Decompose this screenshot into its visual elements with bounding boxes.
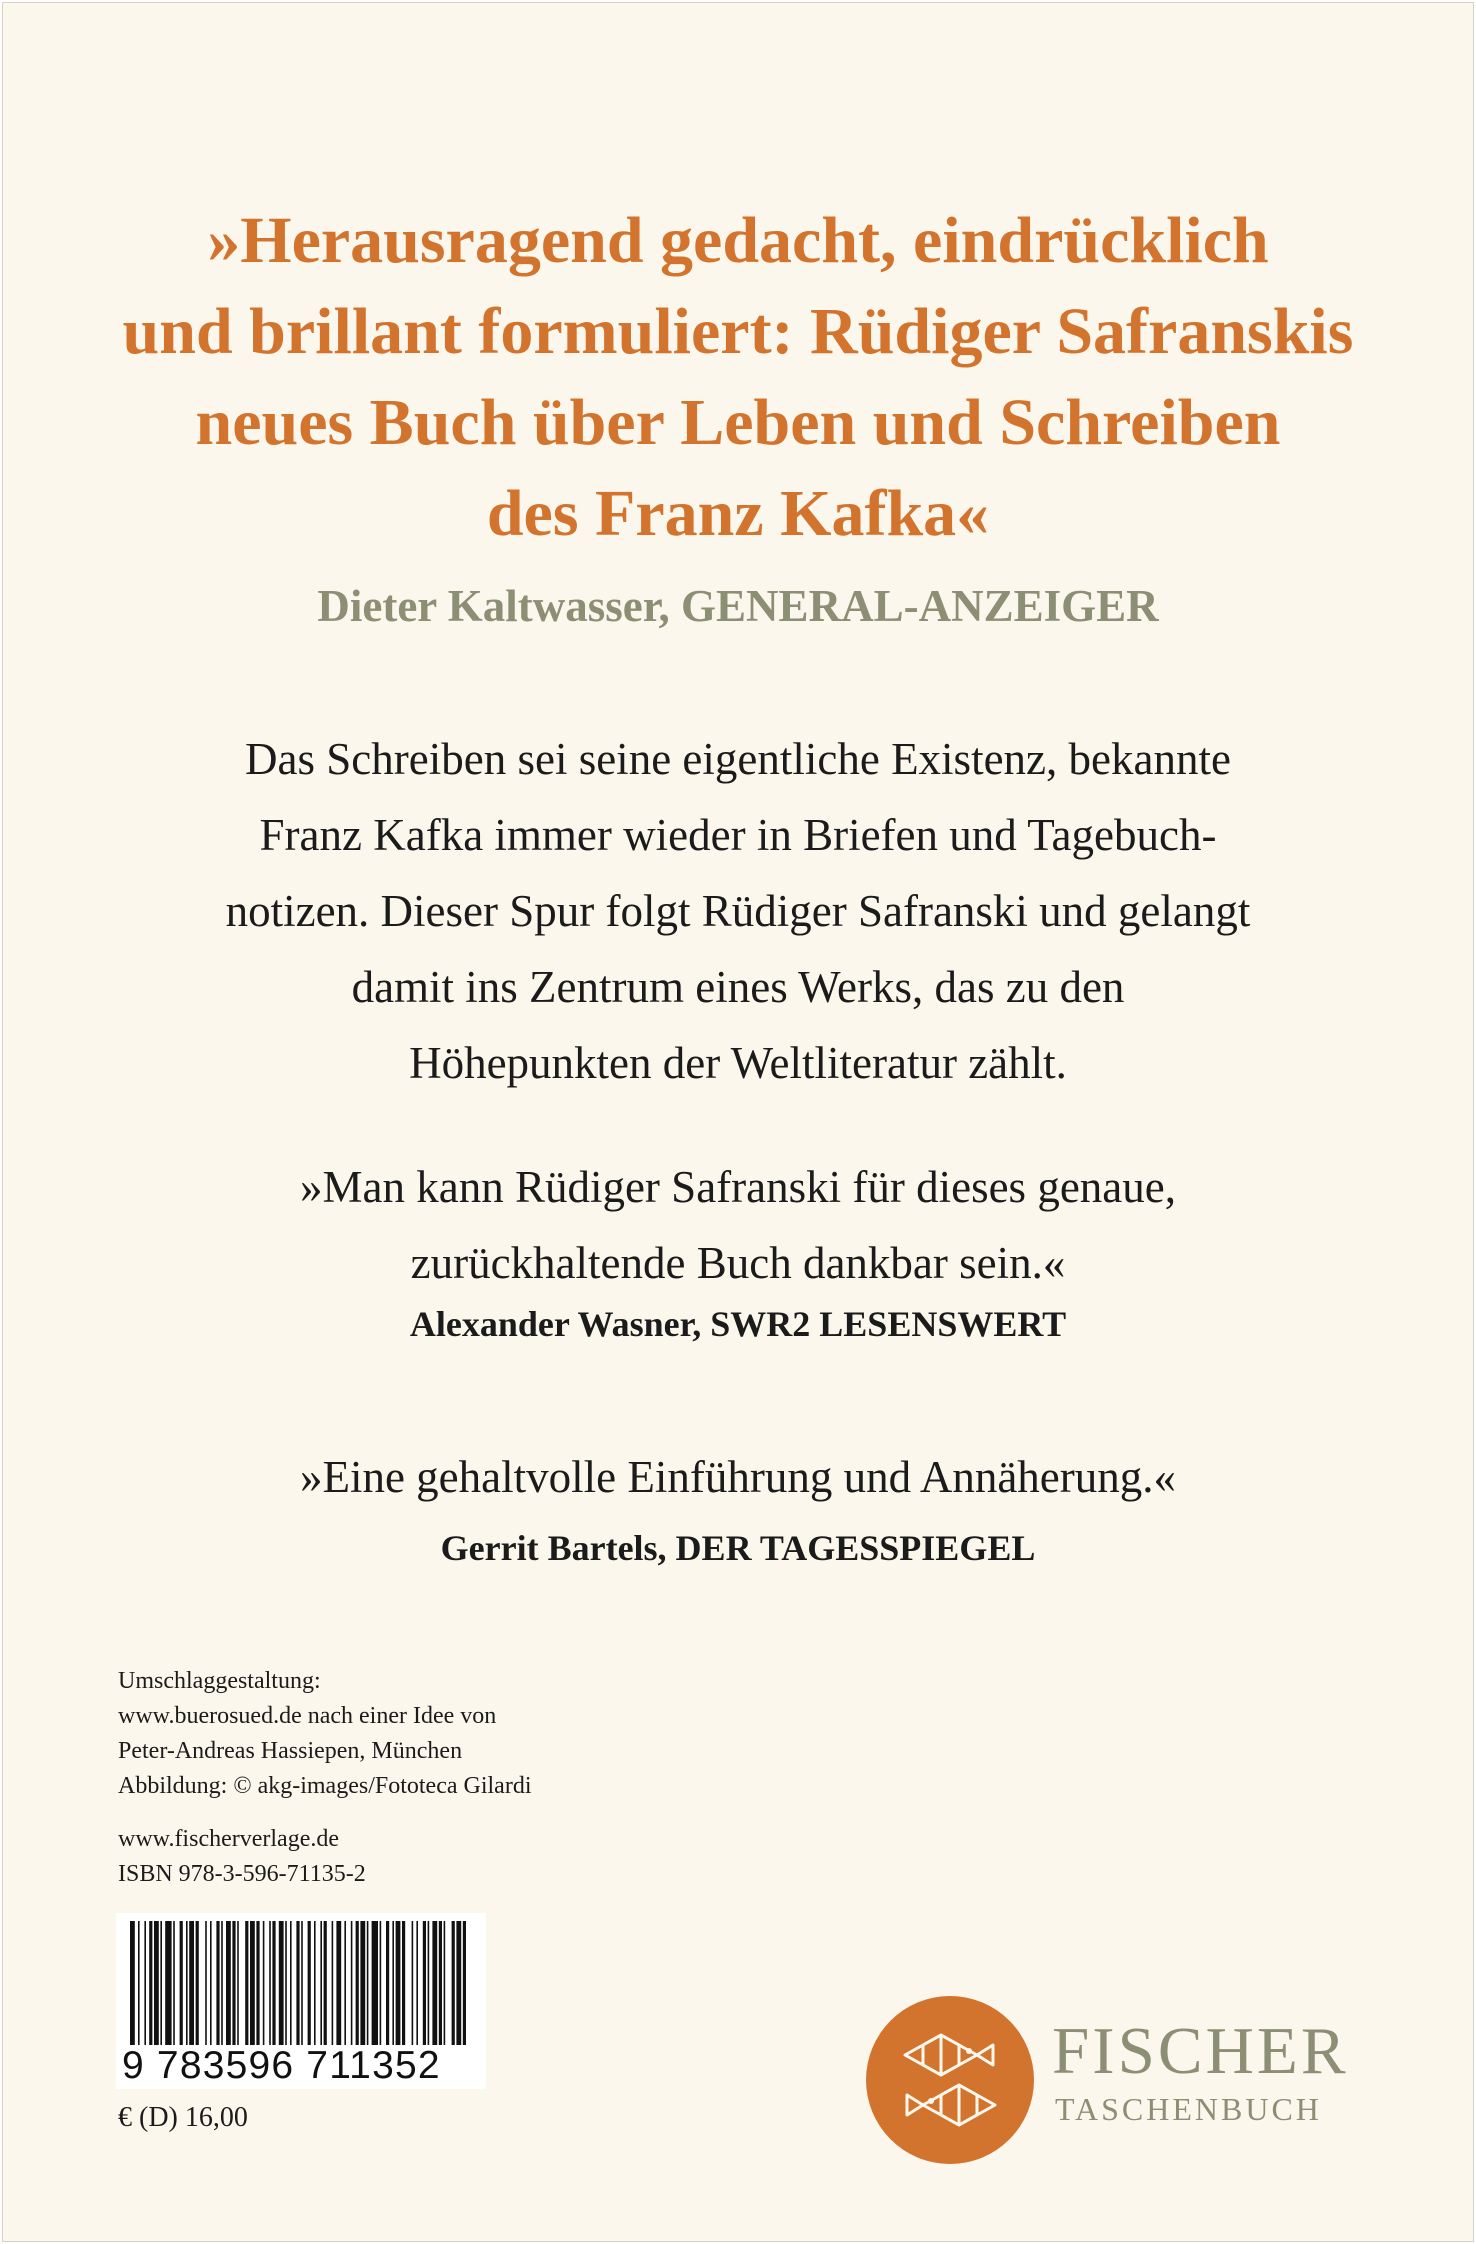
barcode-bar xyxy=(144,1921,146,2045)
credits-line: Abbildung: © akg-images/Fototeca Gilardi xyxy=(118,1773,532,1799)
barcode-bar xyxy=(165,1921,171,2045)
barcode-bar xyxy=(320,1921,322,2045)
barcode-bar xyxy=(130,1921,135,2045)
barcode-bar xyxy=(269,1921,271,2045)
headline-quote-line: des Franz Kafka« xyxy=(486,477,990,550)
headline-quote xyxy=(3,195,1473,559)
barcode-bar xyxy=(186,1921,188,2045)
barcode-bar xyxy=(290,1921,292,2045)
headline-quote-attribution: Dieter Kaltwasser, GENERAL-ANZEIGER xyxy=(317,581,1159,631)
barcode-bar xyxy=(356,1921,359,2045)
barcode-bar xyxy=(149,1921,152,2045)
barcode-bar xyxy=(285,1921,287,2045)
credits-line: www.buerosued.de nach einer Idee von xyxy=(118,1703,497,1729)
barcode-bar xyxy=(392,1921,394,2045)
barcode-bar xyxy=(232,1921,235,2045)
review-quote xyxy=(3,1149,1473,1301)
barcode-bar xyxy=(380,1921,382,2045)
barcode-bar xyxy=(439,1921,442,2045)
logo-wordmark: FISCHER xyxy=(1052,2014,1349,2088)
barcode-bar xyxy=(196,1921,199,2045)
barcode-bar xyxy=(432,1921,437,2045)
barcode-bar xyxy=(216,1921,219,2045)
headline-quote-line: neues Buch über Leben und Schreiben xyxy=(195,386,1281,459)
barcode-bar xyxy=(402,1921,405,2045)
barcode-digits: 9 783596 711352 xyxy=(122,2044,441,2087)
barcode-bar xyxy=(456,1921,461,2045)
blurb-line: notizen. Dieser Spur folgt Rüdiger Safranski und gelangt xyxy=(225,886,1251,936)
barcode-bar xyxy=(336,1921,341,2045)
headline-quote-line: »Herausragend gedacht, eindrücklich xyxy=(207,204,1269,277)
blurb-line: Höhepunkten der Weltliteratur zählt. xyxy=(409,1038,1067,1088)
barcode-bar xyxy=(324,1921,327,2045)
barcode-bar xyxy=(412,1921,414,2045)
barcode-bar xyxy=(351,1921,353,2045)
barcode-bar xyxy=(245,1921,248,2045)
blurb-line: damit ins Zentrum eines Werks, das zu den xyxy=(351,962,1125,1012)
barcode-bar xyxy=(279,1921,284,2045)
barcode-bar xyxy=(396,1921,401,2045)
publisher-website: www.fischerverlage.de xyxy=(118,1826,340,1852)
barcode-bar xyxy=(263,1921,265,2045)
barcode-bar xyxy=(367,1921,369,2045)
barcode-bar xyxy=(250,1921,255,2045)
blurb-line: Franz Kafka immer wieder in Briefen und Tagebuch- xyxy=(259,810,1217,860)
barcode-bar xyxy=(221,1921,223,2045)
barcode-bar xyxy=(428,1921,430,2045)
price: € (D) 16,00 xyxy=(118,2102,248,2133)
barcode-bar xyxy=(463,1921,466,2045)
review-quote-line: »Man kann Rüdiger Safranski für dieses genaue, xyxy=(299,1162,1176,1212)
book-back-cover xyxy=(2,2,1474,2242)
credits-line: Peter-Andreas Hassiepen, München xyxy=(118,1738,463,1764)
review-quote-attribution: Gerrit Bartels, DER TAGESSPIEGEL xyxy=(440,1528,1036,1568)
barcode-bar xyxy=(416,1921,418,2045)
barcode-bar xyxy=(189,1921,194,2045)
barcode-bar xyxy=(301,1921,303,2045)
barcode-bar xyxy=(210,1921,212,2045)
barcode-bar xyxy=(296,1921,299,2045)
barcode-bar xyxy=(205,1921,207,2045)
review-quote-attribution: Alexander Wasner, SWR2 LESENSWERT xyxy=(409,1304,1067,1344)
review-quote-line: »Eine gehaltvolle Einführung und Annäherung.« xyxy=(299,1452,1177,1502)
isbn: ISBN 978-3-596-71135-2 xyxy=(118,1861,366,1887)
barcode-bar xyxy=(452,1921,455,2045)
headline-quote-line: und brillant formuliert: Rüdiger Safranskis xyxy=(122,295,1354,368)
barcode-bar xyxy=(138,1921,140,2045)
blurb-line: Das Schreiben sei seine eigentliche Existenz, bekannte xyxy=(245,734,1231,784)
credits-line: Umschlaggestaltung: xyxy=(118,1668,321,1694)
review-quote-line: zurückhaltende Buch dankbar sein.« xyxy=(410,1238,1066,1288)
logo-subline: TASCHENBUCH xyxy=(1055,2091,1322,2127)
barcode-bar xyxy=(173,1921,175,2045)
barcode-bar xyxy=(237,1921,239,2045)
barcode-bar xyxy=(154,1921,159,2045)
publisher-logo xyxy=(865,1995,1365,2165)
barcode-bar xyxy=(160,1921,162,2045)
barcode-bar xyxy=(272,1921,275,2045)
barcode-bar xyxy=(344,1921,346,2045)
barcode-bar xyxy=(180,1921,183,2045)
review-quote xyxy=(3,1439,1473,1515)
barcode-bar xyxy=(226,1921,231,2045)
barcode-bar xyxy=(372,1921,378,2045)
blurb-text xyxy=(3,721,1473,1101)
fish-emblem-icon xyxy=(865,1995,1035,2165)
barcode-bar xyxy=(256,1921,259,2045)
barcode-bar xyxy=(423,1921,426,2045)
barcode-bar xyxy=(360,1921,365,2045)
barcode-bar xyxy=(444,1921,446,2045)
barcode-bar xyxy=(308,1921,311,2045)
barcode-bar xyxy=(386,1921,389,2045)
barcode-bar xyxy=(314,1921,316,2045)
barcode-bar xyxy=(332,1921,334,2045)
barcode xyxy=(116,1913,486,2089)
credits-block xyxy=(118,1664,531,1892)
